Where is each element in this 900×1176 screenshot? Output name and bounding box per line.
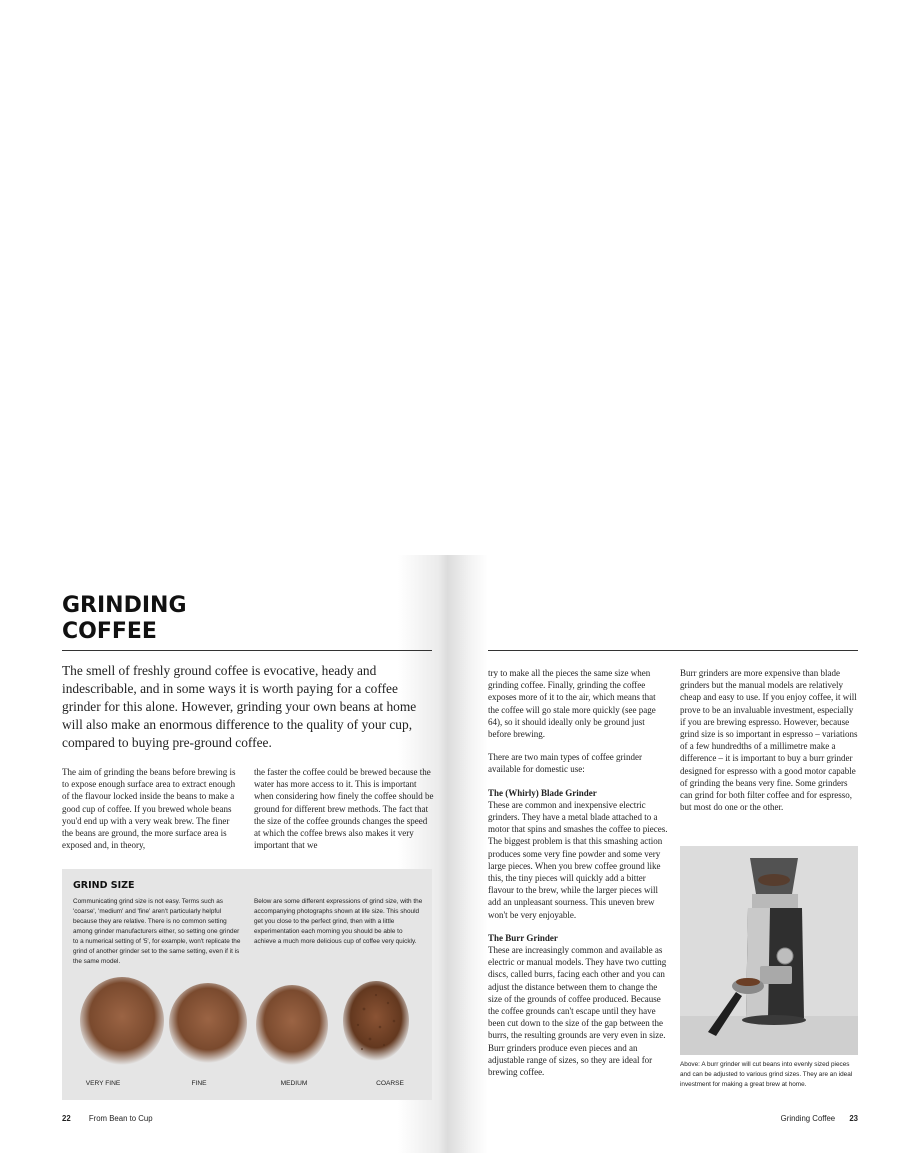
page-number-right: 23 [849,1114,858,1123]
running-head-left: From Bean to Cup [88,1114,153,1123]
grind-size-text-left: Communicating grind size is not easy. Terms such as 'coarse', 'medium' and 'fine' aren't particularly helpful because they are relative. There is no common setting among grinder manufacturers either, so setting one grinder to a numerical setting of '5', for example, won't replicate the grind of another grinder set to the same setting, even if it is the same model. [73,898,241,965]
right-body-col-1 [488,667,668,1089]
blade-grinder-heading: The (Whirly) Blade Grinder [488,787,597,798]
title-rule-right [488,650,858,651]
burr-grinder-text: These are increasingly common and available as electric or manual models. They have two cutting discs, called burrs, facing each other and you can adjust the distance between them to change the size of the grounds of coffee produced. Because the coffee grounds can't escape until they have been cut down to the size of the gap between the burrs, the resulting grounds are very even in size. Burr grinders produce even pieces and an adjustable range of sizes, so they are ideal for brewing coffee. [488,945,667,1078]
burr-grinder-heading: The Burr Grinder [488,932,558,943]
right-col1-paragraph-1: try to make all the pieces the same size when grinding coffee. Finally, grinding the coffee exposes more of it to the air, which means that the coffee will go stale more quickly (see page 64), so it should ideally only be ground just before brewing. [488,668,656,740]
grind-size-heading: GRIND SIZE [73,880,135,891]
page-title [62,593,187,645]
left-body-col-2: the faster the coffee could be brewed because the water has more access to it. This is important when considering how finely the coffee should be ground for different brew methods. The fact that the size of the coffee grounds changes the speed at which the coffee brews also makes it very important that we [254,767,434,851]
grind-label-very-fine: VERY FINE [85,1080,121,1087]
heap-fine [169,983,247,1063]
burr-grinder-image [680,846,858,1055]
folio-left [62,1114,153,1123]
right-col1-paragraph-2: There are two main types of coffee grinder available for domestic use: [488,752,643,775]
grind-label-coarse: COARSE [376,1080,404,1087]
grind-size-box [62,869,432,1100]
coffee-grounds-illustration [62,969,432,1079]
burr-grinder-photo [680,846,858,1055]
grind-size-text-right: Below are some different expressions of grind size, with the accompanying photographs shown at life size. This should get you close to the perfect grind, then with a little experimentation each morning you should be able to achieve a much more delicious cup of coffee very quickly. [254,898,423,945]
blade-grinder-text: These are common and inexpensive electric grinders. They have a metal blade attached to a motor that spins and smashes the coffee to pieces. The biggest problem is that this smashing action produces some very fine powder and some very large pieces. When you brew coffee ground like this, the tiny pieces will quickly add a bitter flavour to the brew, while the larger pieces will add an unpleasant sourness. This uneven brew won't be very enjoyable. [488,799,668,920]
title-line-1: GRINDING [62,593,187,618]
folio-right [760,1114,858,1123]
grind-label-fine: FINE [191,1080,207,1087]
left-body-col-1: The aim of grinding the beans before brewing is to expose enough surface area to extract enough of the flavour locked inside the beans to make a good cup of coffee. If you brewed whole beans you'd end up with a very weak brew. The finer the beans are ground, the more surface area is exposed and, in theory, [62,767,236,851]
heap-coarse [343,981,409,1061]
title-rule-left [62,650,432,651]
photo-caption: Above: A burr grinder will cut beans into evenly sized pieces and can be adjusted to various grind sizes. They are an ideal investment for making a great brew at home. [680,1061,853,1088]
running-head-right: Grinding Coffee [780,1114,836,1123]
grind-label-medium: MEDIUM [280,1080,308,1087]
heap-medium [256,985,328,1065]
heap-very-fine [80,977,164,1065]
title-line-2: COFFEE [62,619,157,644]
page-number-left: 22 [62,1114,71,1123]
right-body-col-2: Burr grinders are more expensive than blade grinders but the manual models are relatively cheap and easy to use. If you enjoy coffee, it will prove to be an invaluable investment, especially if you are brewing espresso. However, because grind size is so important in espresso – variations of a few hundredths of a millimetre make a difference – it is important to buy a burr grinder designed for espresso with a good motor capable of grinding the beans very fine. Some grinders can grind for both filter coffee and for espresso, but most do one or the other. [680,668,858,813]
intro-paragraph: The smell of freshly ground coffee is evocative, heady and indescribable, and in some ways it is worth paying for a coffee grinder for this alone. However, grinding your own beans at home will also make an enormous difference to the quality of your cup, compared to buying pre-ground coffee. [62,663,417,750]
